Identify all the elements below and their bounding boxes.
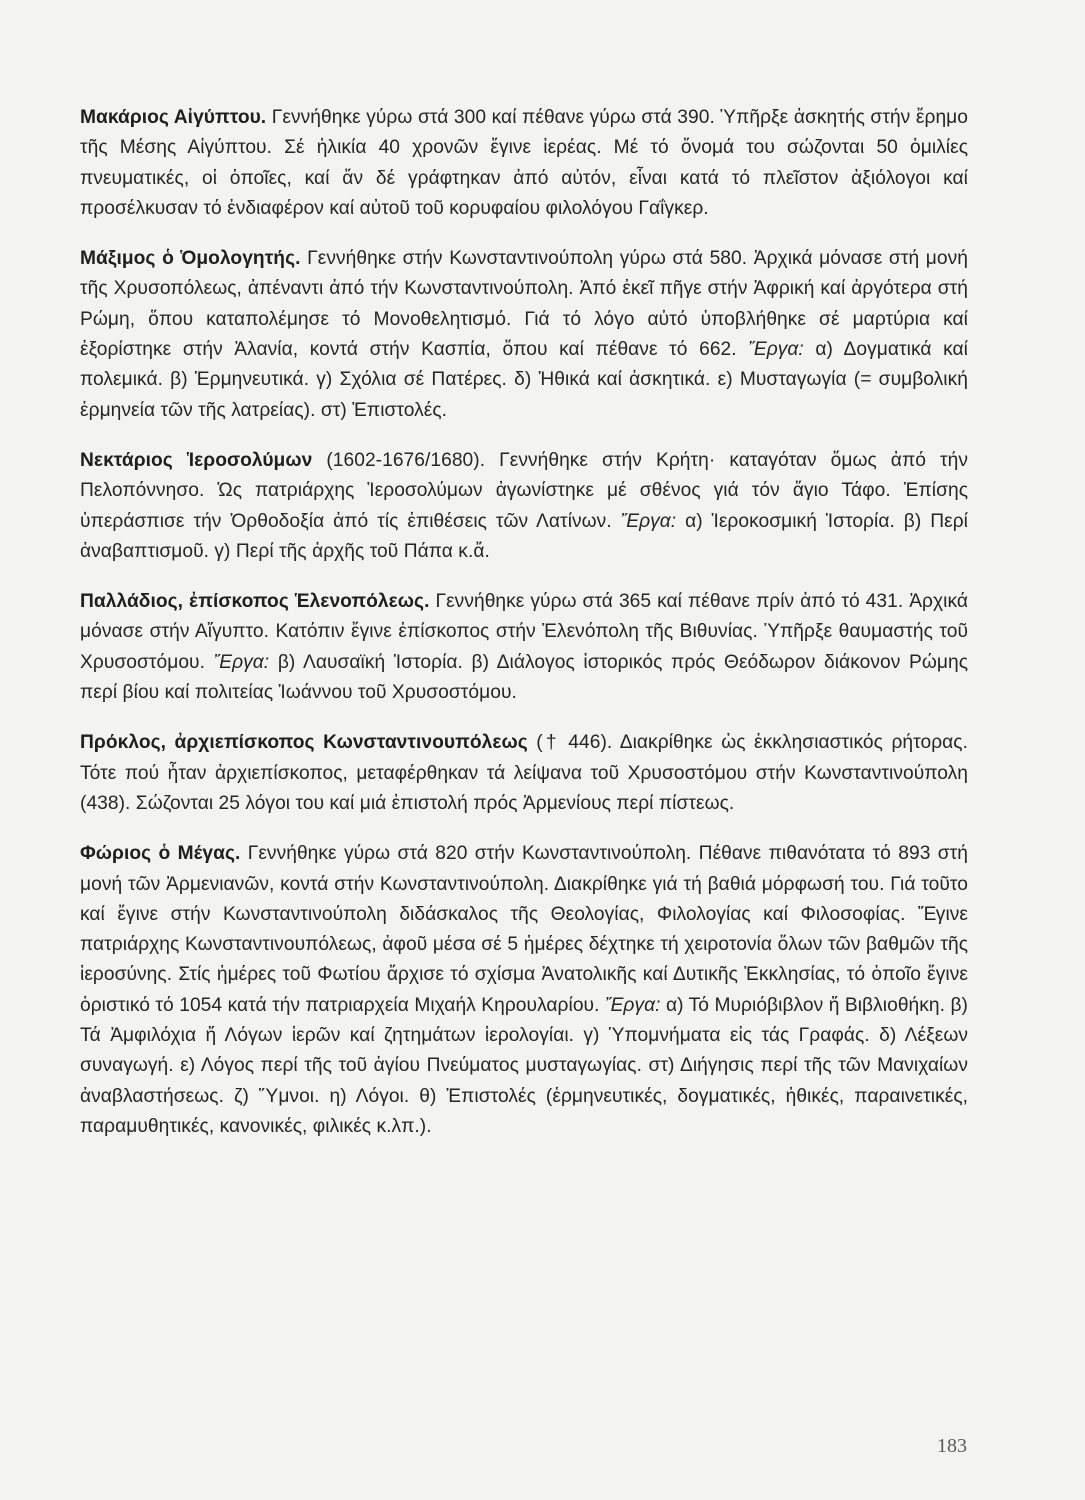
entry-name: Μάξιμος ὁ Ὁμολογητής. [80,248,301,270]
entry-text: Γεννήθηκε γύρω στά 300 καί πέθανε γύρω στά 390. Ὑπῆρξε ἀσκητής στήν ἔρημο τῆς Μέσης Αἰγύπτου. Σέ ἡλικία 40 χρονῶν ἔγινε ἱερέας. Μέ τό ὄνομά του σώζονται 50 ὁμιλίες πνευματικές, οἱ ὁποῖες, καί ἄν δέ γράφτηκαν ἀπό αὐτόν, εἶναι κατά τό πλεῖστον ἀξιόλογοι καί προσέλκυσαν τό ἐνδιαφέρον καί αὐτοῦ τοῦ κορυφαίου φιλολόγου Γαΐγκερ. [80,107,968,219]
entry-works: α) Ἱεροκοσμική Ἱστορία. β) Περί ἀναβαπτισμοῦ. γ) Περί τῆς ἀρχῆς τοῦ Πάπα κ.ἄ. [80,510,968,562]
entry-text: († 446). Διακρίθηκε ὡς ἐκκλησιαστικός ρήτορας. Τότε πού ἦταν ἀρχιεπίσκοπος, μεταφέρθηκαν τά λείψανα τοῦ Χρυσοστόμου στήν Κωνσταντινούπολη (438). Σώζονται 25 λόγοι του καί μιά ἐπιστολή πρός Ἀρμενίους περί πίστεως. [80,732,968,814]
entry-makarios [80,103,968,224]
entry-name: Φώριος ὁ Μέγας. [80,843,241,865]
entry-proklos [80,728,968,819]
entry-palladios [80,587,968,708]
entry-name: Μακάριος Αἰγύπτου. [80,107,267,128]
page-number: 183 [937,1435,967,1457]
page-body [80,103,968,1162]
entry-fotios [80,839,968,1142]
entry-works: β) Λαυσαϊκή Ἱστορία. β) Διάλογος ἱστορικός πρός Θεόδωρον διάκονον Ρώμης περί βίου καί πολιτείας Ἰωάννου τοῦ Χρυσοστόμου. [80,651,968,704]
entry-maximos [80,244,968,426]
entry-text: Γεννήθηκε γύρω στά 365 καί πέθανε πρίν ἀπό τό 431. Ἀρχικά μόνασε στήν Αἴγυπτο. Κατόπιν ἔγινε ἐπίσκοπος στήν Ἑλενόπολη τῆς Βιθυνίας. Ὑπῆρξε θαυμαστής τοῦ Χρυσοστόμου. [80,591,968,673]
entry-name: Παλλάδιος, ἐπίσκοπος Ἑλενοπόλεως. [80,591,430,613]
entry-name: Πρόκλος, ἀρχιεπίσκοπος Κωνσταντινουπόλεως [80,732,528,754]
works-label: Ἔργα: [748,339,804,361]
works-label: Ἔργα: [604,994,661,1016]
entry-works: α) Δογματικά καί πολεμικά. β) Ἑρμηνευτικά. γ) Σχόλια σέ Πατέρες. δ) Ἠθικά καί ἀσκητικά. ε) Μυσταγωγία (= συμβολική ἑρμηνεία τῶν τῆς λατρείας). στ) Ἐπιστολές. [80,339,968,421]
entry-nektarios [80,446,968,567]
works-label: Ἔργα: [213,651,270,673]
entry-works: α) Τό Μυριόβιβλον ἤ Βιβλιοθήκη. β) Τά Ἀμφιλόχια ἤ Λόγων ἱερῶν καί ζητημάτων ἱερολογίαι. γ) Ὑπομνήματα εἰς τάς Γραφάς. δ) Λέξεων συναγωγή. ε) Λόγος περί τῆς τοῦ ἁγίου Πνεύματος μυσταγωγίας. στ) Διήγησις περί τῆς τῶν Μανιχαίων ἀναβλαστήσεως. ζ) Ὕμνοι. η) Λόγοι. θ) Ἐπιστολές (ἑρμηνευτικές, δογματικές, ἠθικές, παραινετικές, παραμυθητικές, κανονικές, φιλικές κ.λπ.). [80,994,968,1137]
works-label: Ἔργα: [620,510,677,532]
entry-text: Γεννήθηκε γύρω στά 820 στήν Κωνσταντινούπολη. Πέθανε πιθανότατα τό 893 στή μονή τῶν Ἀρμενιανῶν, κοντά στήν Κωνσταντινούπολη. Διακρίθηκε γιά τή βαθιά μόρφωσή του. Γιά τοῦτο καί ἔγινε στήν Κωνσταντινούπολη διδάσκαλος τῆς Θεολογίας, Φιλολογίας καί Φιλοσοφίας. Ἔγινε πατριάρχης Κωνσταντινουπόλεως, ἀφοῦ μέσα σέ 5 ἡμέρες δέχτηκε τή χειροτονία ὅλων τῶν βαθμῶν τῆς ἱεροσύνης. Στίς ἡμέρες τοῦ Φωτίου ἄρχισε τό σχίσμα Ἀνατολικῆς καί Δυτικῆς Ἐκκλησίας, τό ὁποῖο ἔγινε ὁριστικό τό 1054 κατά τήν πατριαρχεία Μιχαήλ Κηρουλαρίου. [80,843,969,1016]
entry-text: (1602-1676/1680). Γεννήθηκε στήν Κρήτη· καταγόταν ὅμως ἀπό τήν Πελοπόννησο. Ὡς πατριάρχης Ἱεροσολύμων ἀγωνίστηκε μέ σθένος γιά τόν ἅγιο Τάφο. Ἐπίσης ὑπεράσπισε τήν Ὀρθοδοξία ἀπό τίς ἐπιθέσεις τῶν Λατίνων. [80,449,968,532]
entry-name: Νεκτάριος Ἱεροσολύμων [80,449,313,471]
entry-text: Γεννήθηκε στήν Κωνσταντινούπολη γύρω στά 580. Ἀρχικά μόνασε στή μονή τῆς Χρυσοπόλεως, ἀπέναντι ἀπό τήν Κωνσταντινούπολη. Ἀπό ἐκεῖ πῆγε στήν Ἀφρική καί ἀργότερα στή Ρώμη, ὅπου καταπολέμησε τό Μονοθελητισμό. Γιά τό λόγο αὐτό ὑποβλήθηκε σέ μαρτύρια καί ἐξορίστηκε στήν Ἀλανία, κοντά στήν Κασπία, ὅπου καί πέθανε τό 662. [80,248,968,361]
